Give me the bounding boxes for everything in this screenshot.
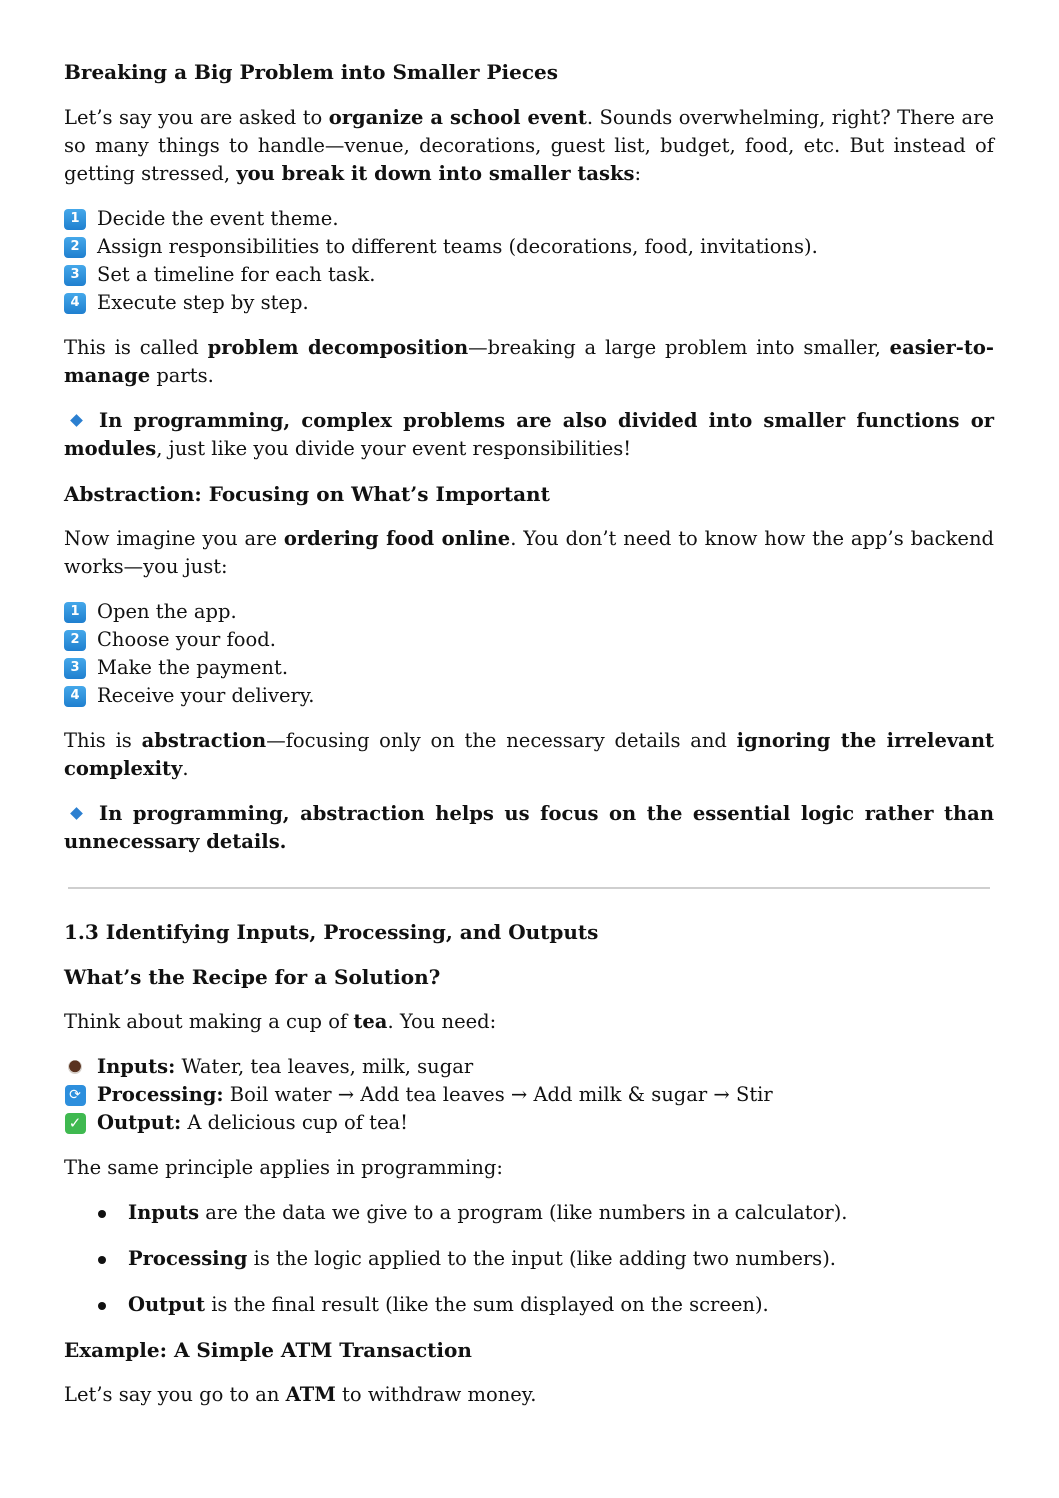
number-3-icon: 3 (64, 265, 86, 286)
number-2-icon: 2 (64, 237, 86, 258)
section-heading-ipo: 1.3 Identifying Inputs, Processing, and Outputs (64, 920, 599, 944)
number-2-icon: 2 (64, 630, 86, 651)
tea-ipo-list (64, 1053, 994, 1137)
bullet-dot-icon (98, 1302, 106, 1310)
food-steps-list (64, 598, 994, 710)
event-steps-list (64, 205, 994, 317)
list-item: Inputs: Water, tea leaves, milk, sugar (64, 1053, 994, 1081)
number-4-icon: 4 (64, 686, 86, 707)
list-item: 4 Receive your delivery. (64, 682, 994, 710)
tea-cup-icon (64, 1056, 86, 1078)
diamond-bullet-icon (70, 807, 83, 820)
diamond-bullet-icon (70, 414, 83, 427)
list-item: 3 Set a timeline for each task. (64, 261, 994, 289)
note-decomposition-programming: In programming, complex problems are also divided into smaller functions or modules, just like you divide your event responsibilities! (64, 409, 994, 460)
paragraph-principle: The same principle applies in programming: (64, 1156, 503, 1179)
list-item: 1 Open the app. (64, 598, 994, 626)
paragraph-tea-intro: Think about making a cup of tea. You need: (64, 1010, 497, 1033)
list-item: ✓ Output: A delicious cup of tea! (64, 1109, 994, 1137)
number-1-icon: 1 (64, 602, 86, 623)
list-item: 4 Execute step by step. (64, 289, 994, 317)
number-3-icon: 3 (64, 658, 86, 679)
programming-ipo-list (64, 1199, 994, 1319)
cycle-icon: ⟳ (64, 1084, 86, 1106)
list-item: Output is the final result (like the sum displayed on the screen). (64, 1291, 994, 1319)
list-item: Inputs are the data we give to a program (like numbers in a calculator). (64, 1199, 994, 1227)
number-1-icon: 1 (64, 209, 86, 230)
paragraph-event-intro: Let’s say you are asked to organize a school event. Sounds overwhelming, right? There are so many things to handle—venue, decorations, guest list, budget, food, etc. But instead of getting stressed, you break it down into smaller tasks: (64, 106, 994, 185)
paragraph-abstraction-summary: This is abstraction—focusing only on the necessary details and ignoring the irrelevant complexity. (64, 729, 994, 780)
bullet-dot-icon (98, 1210, 106, 1218)
section-divider (68, 887, 990, 889)
subheading-recipe: What’s the Recipe for a Solution? (64, 965, 441, 989)
bullet-dot-icon (98, 1256, 106, 1264)
list-item: 2 Choose your food. (64, 626, 994, 654)
list-item: 2 Assign responsibilities to different teams (decorations, food, invitations). (64, 233, 994, 261)
note-abstraction-programming: In programming, abstraction helps us focus on the essential logic rather than unnecessary details. (64, 802, 994, 853)
section-heading-decomposition: Breaking a Big Problem into Smaller Pieces (64, 60, 558, 84)
number-4-icon: 4 (64, 293, 86, 314)
check-icon: ✓ (64, 1112, 86, 1134)
list-item: 3 Make the payment. (64, 654, 994, 682)
paragraph-food-intro: Now imagine you are ordering food online. You don’t need to know how the app’s backend works—you just: (64, 527, 995, 578)
paragraph-decomposition-summary: This is called problem decomposition—breaking a large problem into smaller, easier-to-manage parts. (64, 336, 994, 387)
list-item: ⟳ Processing: Boil water → Add tea leaves → Add milk & sugar → Stir (64, 1081, 994, 1109)
list-item: Processing is the logic applied to the input (like adding two numbers). (64, 1245, 994, 1273)
subheading-atm-example: Example: A Simple ATM Transaction (64, 1338, 472, 1362)
page-content (64, 58, 994, 1409)
list-item: 1 Decide the event theme. (64, 205, 994, 233)
paragraph-atm-intro: Let’s say you go to an ATM to withdraw money. (64, 1383, 537, 1406)
section-heading-abstraction: Abstraction: Focusing on What’s Important (64, 482, 550, 506)
